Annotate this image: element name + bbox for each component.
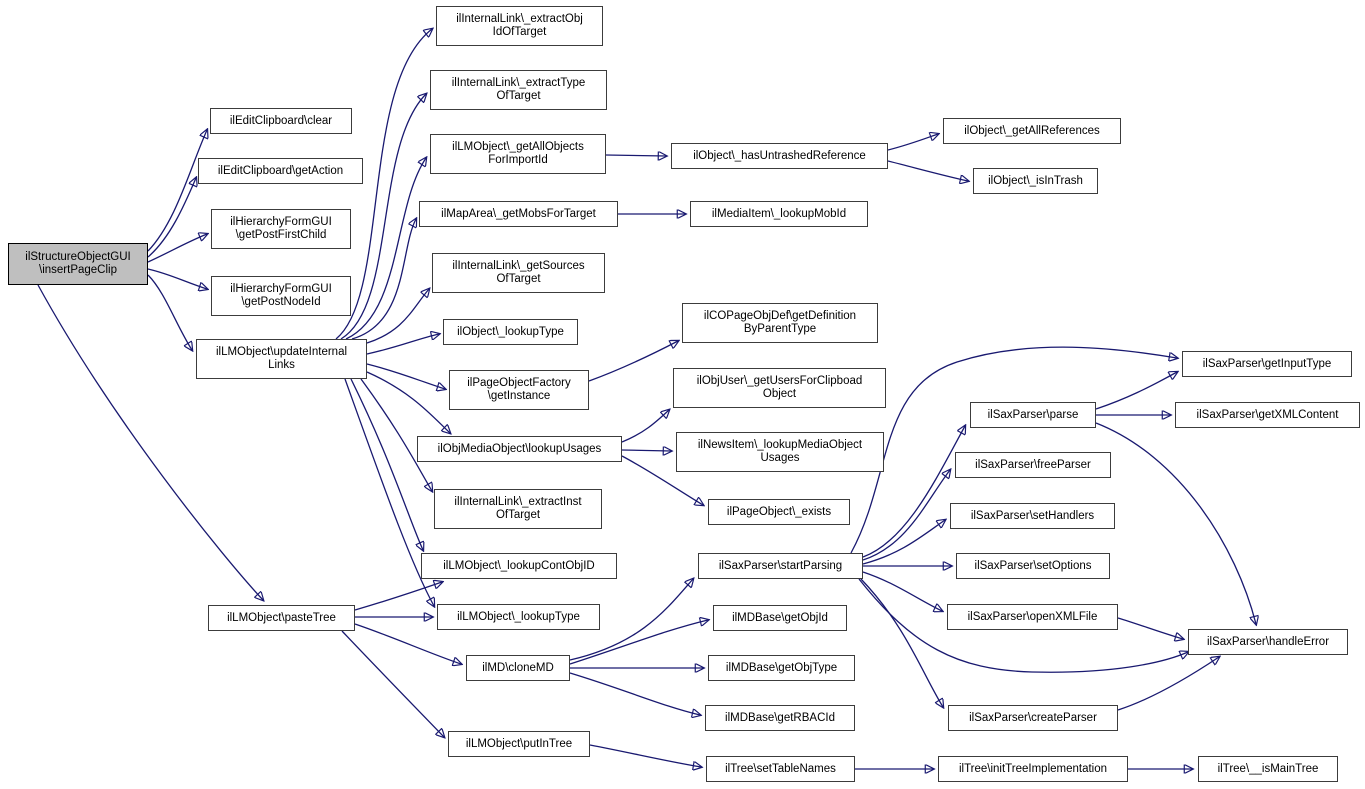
edge-putInTree-setTableNames: [590, 745, 701, 767]
node-label-line: ilObjUser\_getUsersForClipboad: [696, 375, 863, 387]
node-label-line: Links: [268, 359, 295, 371]
edge-parse-getInputType: [1096, 372, 1177, 409]
edge-lookupUsages-getUsersClip: [622, 410, 669, 442]
node-label-line: ilEditClipboard\clear: [229, 114, 333, 127]
node-label-line: ilMapArea\_getMobsForTarget: [441, 207, 596, 220]
edge-updLinks-lookupContObjID: [351, 379, 423, 550]
node-newsLookup[interactable]: [676, 432, 884, 472]
node-label-line: ilInternalLink\_extractObj: [456, 13, 583, 25]
edge-updLinks-getSources: [367, 289, 429, 343]
node-label-line: ilTree\__isMainTree: [1217, 762, 1319, 775]
node-label-line: ilLMObject\putInTree: [465, 737, 573, 750]
node-clear[interactable]: [210, 108, 352, 134]
node-extractObj[interactable]: [436, 6, 603, 46]
node-label-line: ilSaxParser\startParsing: [718, 559, 843, 572]
node-label-line: ForImportId: [488, 154, 548, 166]
node-label-line: ilObjMediaObject\lookupUsages: [437, 442, 602, 455]
node-label-line: ilSaxParser\getInputType: [1202, 357, 1332, 370]
edge-updLinks-getMobs: [352, 219, 416, 339]
node-setTableNames[interactable]: [706, 756, 855, 782]
node-label-line: ilLMObject\updateInternal: [215, 346, 348, 358]
edge-updLinks-extractInst: [361, 379, 432, 491]
node-label-line: ilEditClipboard\getAction: [217, 164, 344, 177]
node-label-line: ilCOPageObjDef\getDefinition: [703, 310, 857, 322]
node-freeParser[interactable]: [955, 452, 1111, 478]
node-label-line: ilMediaItem\_lookupMobId: [711, 207, 847, 220]
node-label-line: ilObject\_isInTrash: [988, 174, 1083, 187]
node-label-line: Object: [762, 388, 797, 400]
node-lookupUsages[interactable]: [417, 436, 622, 462]
node-label-line: ilLMObject\_lookupType: [457, 610, 580, 623]
node-extractType[interactable]: [430, 70, 607, 110]
edge-getInstance-getDefByParent: [589, 341, 678, 381]
node-getSources[interactable]: [432, 253, 605, 293]
node-label-line: ilInternalLink\_getSources: [452, 260, 585, 272]
node-label-line: ilPageObjectFactory: [467, 377, 571, 389]
node-hasUntrashed[interactable]: [671, 143, 888, 169]
node-label-line: ilTree\initTreeImplementation: [958, 762, 1108, 775]
node-label-line: ilSaxParser\openXMLFile: [967, 610, 1098, 623]
node-isMainTree[interactable]: [1198, 756, 1338, 782]
node-getXMLContent[interactable]: [1175, 402, 1360, 428]
node-getObjType[interactable]: [708, 655, 855, 681]
edge-root-clear: [148, 130, 207, 251]
node-getInputType[interactable]: [1182, 351, 1352, 377]
edge-getAllObjs-hasUntrashed: [606, 155, 666, 156]
edge-pasteTree-cloneMD: [355, 624, 461, 664]
node-label-line: \insertPageClip: [39, 264, 117, 276]
node-getAllRefs[interactable]: [943, 118, 1121, 144]
edge-root-getAction: [148, 178, 196, 257]
node-getDefByParent[interactable]: [682, 303, 878, 343]
node-updLinks[interactable]: [196, 339, 367, 379]
edge-startParsing-openXMLFile: [863, 572, 942, 611]
node-label-line: ilSaxParser\freeParser: [975, 458, 1091, 471]
node-postFirst[interactable]: [211, 209, 351, 249]
node-label-line: ilSaxParser\setOptions: [974, 559, 1092, 572]
node-handleError[interactable]: [1188, 629, 1348, 655]
node-label-line: ilMD\cloneMD: [482, 661, 554, 674]
node-createParser[interactable]: [948, 705, 1118, 731]
node-label-line: ilHierarchyFormGUI: [230, 216, 332, 228]
node-label-line: ilInternalLink\_extractType: [451, 77, 586, 89]
node-objLookupType[interactable]: [443, 319, 578, 345]
node-lookupMobId[interactable]: [690, 201, 868, 227]
node-pageExists[interactable]: [708, 499, 850, 525]
edge-pasteTree-putInTree: [342, 631, 444, 737]
edge-hasUntrashed-getAllRefs: [888, 134, 938, 150]
edge-root-updLinks: [148, 275, 192, 350]
node-getAction[interactable]: [198, 158, 363, 184]
node-label-line: ilNewsItem\_lookupMediaObject: [697, 439, 863, 451]
node-label-line: ilSaxParser\setHandlers: [970, 509, 1095, 522]
node-label-line: ilSaxParser\createParser: [969, 711, 1097, 724]
node-label-line: ilMDBase\getObjId: [732, 611, 828, 624]
node-putInTree[interactable]: [448, 731, 590, 757]
edge-lookupUsages-newsLookup: [622, 450, 671, 451]
edge-root-pasteTree: [38, 285, 263, 600]
node-getInstance[interactable]: [449, 370, 589, 410]
node-label-line: ilLMObject\pasteTree: [227, 611, 336, 624]
edge-hasUntrashed-isInTrash: [888, 161, 968, 181]
edge-updLinks-extractType: [341, 94, 426, 339]
edge-updLinks-getInstance: [367, 364, 445, 389]
node-setHandlers[interactable]: [950, 503, 1115, 529]
edge-cloneMD-getRBACId: [570, 673, 700, 715]
node-label-line: ilHierarchyFormGUI: [230, 283, 332, 295]
node-label-line: OfTarget: [496, 273, 541, 285]
edge-parse-handleError: [1096, 423, 1256, 624]
node-root[interactable]: [8, 243, 148, 285]
node-startParsing[interactable]: [698, 553, 863, 579]
node-label-line: ilStructureObjectGUI: [25, 251, 131, 263]
node-getObjId[interactable]: [713, 605, 847, 631]
node-postNode[interactable]: [211, 276, 351, 316]
node-label-line: ilLMObject\_getAllObjects: [452, 141, 584, 153]
edge-createParser-handleError: [1118, 657, 1219, 710]
node-label-line: OfTarget: [496, 90, 541, 102]
node-setOptions[interactable]: [956, 553, 1110, 579]
node-label-line: ilPageObject\_exists: [726, 505, 832, 518]
node-label-line: ilSaxParser\parse: [987, 408, 1079, 421]
node-openXMLFile[interactable]: [947, 604, 1118, 630]
edge-updLinks-getAllObjs: [346, 158, 426, 339]
node-parse[interactable]: [970, 402, 1096, 428]
node-isInTrash[interactable]: [973, 168, 1098, 194]
node-label-line: ilLMObject\_lookupContObjID: [443, 559, 595, 572]
node-label-line: ilSaxParser\getXMLContent: [1196, 408, 1339, 421]
node-extractInst[interactable]: [434, 489, 602, 529]
node-initTreeImpl[interactable]: [938, 756, 1128, 782]
node-label-line: ilObject\_getAllReferences: [964, 124, 1100, 137]
node-pasteTree[interactable]: [208, 605, 355, 631]
node-label-line: ilInternalLink\_extractInst: [454, 496, 582, 508]
edge-updLinks-objLookupType: [367, 334, 439, 354]
node-label-line: ilObject\_hasUntrashedReference: [693, 149, 866, 162]
node-label-line: Usages: [760, 452, 800, 464]
node-lmLookupType[interactable]: [437, 604, 600, 630]
node-label-line: ilSaxParser\handleError: [1206, 635, 1330, 648]
edge-startParsing-createParser: [861, 579, 943, 707]
edge-openXMLFile-handleError: [1118, 618, 1183, 639]
node-getAllObjs[interactable]: [430, 134, 606, 174]
node-label-line: IdOfTarget: [492, 26, 547, 38]
node-getUsersClip[interactable]: [673, 368, 886, 408]
node-label-line: ByParentType: [743, 323, 817, 335]
node-label-line: ilMDBase\getObjType: [725, 661, 838, 674]
node-label-line: \getPostFirstChild: [235, 229, 327, 241]
node-lookupContObjID[interactable]: [421, 553, 617, 579]
node-label-line: \getPostNodeId: [241, 296, 321, 308]
node-cloneMD[interactable]: [466, 655, 570, 681]
node-getRBACId[interactable]: [705, 705, 855, 731]
node-label-line: ilMDBase\getRBACId: [725, 711, 835, 724]
node-getMobs[interactable]: [419, 201, 618, 227]
node-label-line: ilObject\_lookupType: [457, 325, 564, 338]
node-label-line: ilTree\setTableNames: [725, 762, 836, 775]
edge-updLinks-lookupUsages: [367, 372, 450, 433]
node-label-line: \getInstance: [487, 390, 551, 402]
node-label-line: OfTarget: [495, 509, 541, 521]
